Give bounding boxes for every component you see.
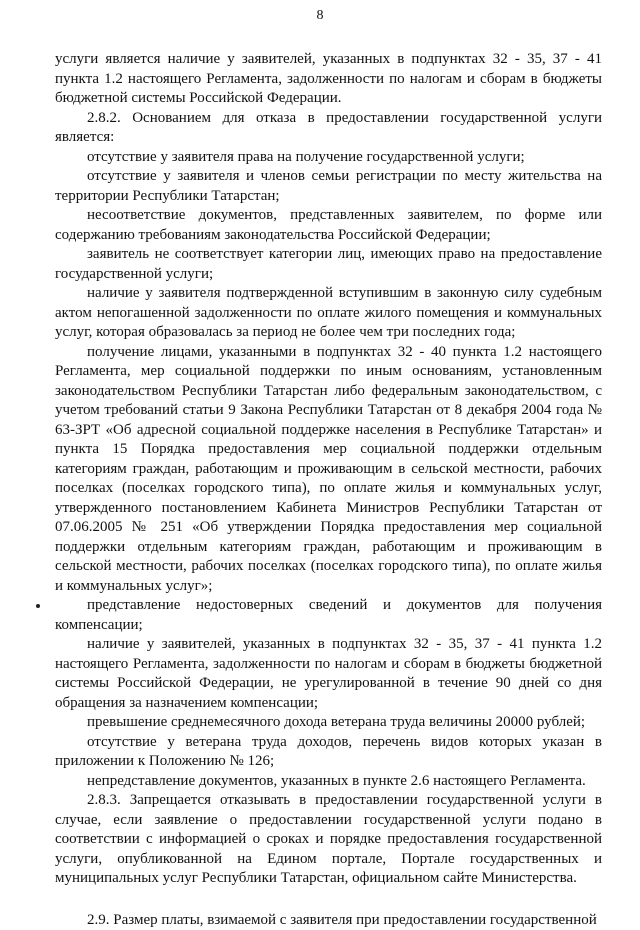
list-item: получение лицами, указанными в подпунктах 32 - 40 пункта 1.2 настоящего Регламента, мер социальной поддержки по иным основаниям, установленным законодательством Республики Татарстан либо федеральным законодательством, с учетом требований статьи 9 Закона Республики Татарстан от 8 декабря 2004 года № 63-ЗРТ «Об адресной социальной поддержке населения в Республике Татарстан» и пункта 15 Порядка предоставления мер социальной поддержки отдельным категориям граждан, работающим и проживающим в сельской местности, рабочих поселках (поселках городского типа), по оплате жилья и коммунальных услуг, утвержденного постановлением Кабинета Министров Республики Татарстан от 07.06.2005 № 251 «Об утверждении Порядка предоставления мер социальной поддержки отдельным категориям граждан, работающим и проживающим в сельской местности, рабочих поселках (поселках городского типа), по оплате жилья и коммунальных услуг»; [55, 343, 602, 597]
margin-dot [36, 604, 40, 608]
paragraph-continuation: услуги является наличие у заявителей, указанных в подпунктах 32 - 35, 37 - 41 пункта 1.2 настоящего Регламента, задолженности по налогам и сборам в бюджеты бюджетной системы Российской Федерации. [55, 50, 602, 109]
paragraph-2-8-3: 2.8.3. Запрещается отказывать в предоставлении государственной услуги в случае, если заявление о предоставлении государственной услуги подано в соответствии с информацией о сроках и порядке предоставления государственной услуги, опубликованной на Едином портале, Портале государственных и муниципальных услуг Республики Татарстан, официальном сайте Министерства. [55, 791, 602, 889]
list-item: наличие у заявителей, указанных в подпунктах 32 - 35, 37 - 41 пункта 1.2 настоящего Регламента, задолженности по налогам и сборам в бюджеты бюджетной системы Российской Федерации, не урегулированной в течение 90 дней со дня обращения за назначением компенсации; [55, 635, 602, 713]
list-item: превышение среднемесячного дохода ветерана труда величины 20000 рублей; [55, 713, 602, 733]
page-number: 8 [0, 8, 640, 24]
list-item: отсутствие у заявителя и членов семьи регистрации по месту жительства на территории Республики Татарстан; [55, 167, 602, 206]
list-item: отсутствие у заявителя права на получение государственной услуги; [55, 148, 602, 168]
section-heading-2-9: 2.9. Размер платы, взимаемой с заявителя при предоставлении государственной [55, 911, 602, 930]
document-body [55, 50, 602, 930]
paragraph-2-8-2: 2.8.2. Основанием для отказа в предоставлении государственной услуги является: [55, 109, 602, 148]
list-item: несоответствие документов, представленных заявителем, по форме или содержанию требованиям законодательства Российской Федерации; [55, 206, 602, 245]
list-item: отсутствие у ветерана труда доходов, перечень видов которых указан в приложении к Положению № 126; [55, 733, 602, 772]
list-item: наличие у заявителя подтвержденной вступившим в законную силу судебным актом непогашенной задолженности по оплате жилого помещения и коммунальных услуг, которая образовалась за период не более чем три последних года; [55, 284, 602, 343]
list-item: представление недостоверных сведений и документов для получения компенсации; [55, 596, 602, 635]
list-item: непредставление документов, указанных в пункте 2.6 настоящего Регламента. [55, 772, 602, 792]
list-item: заявитель не соответствует категории лиц, имеющих право на предоставление государственной услуги; [55, 245, 602, 284]
